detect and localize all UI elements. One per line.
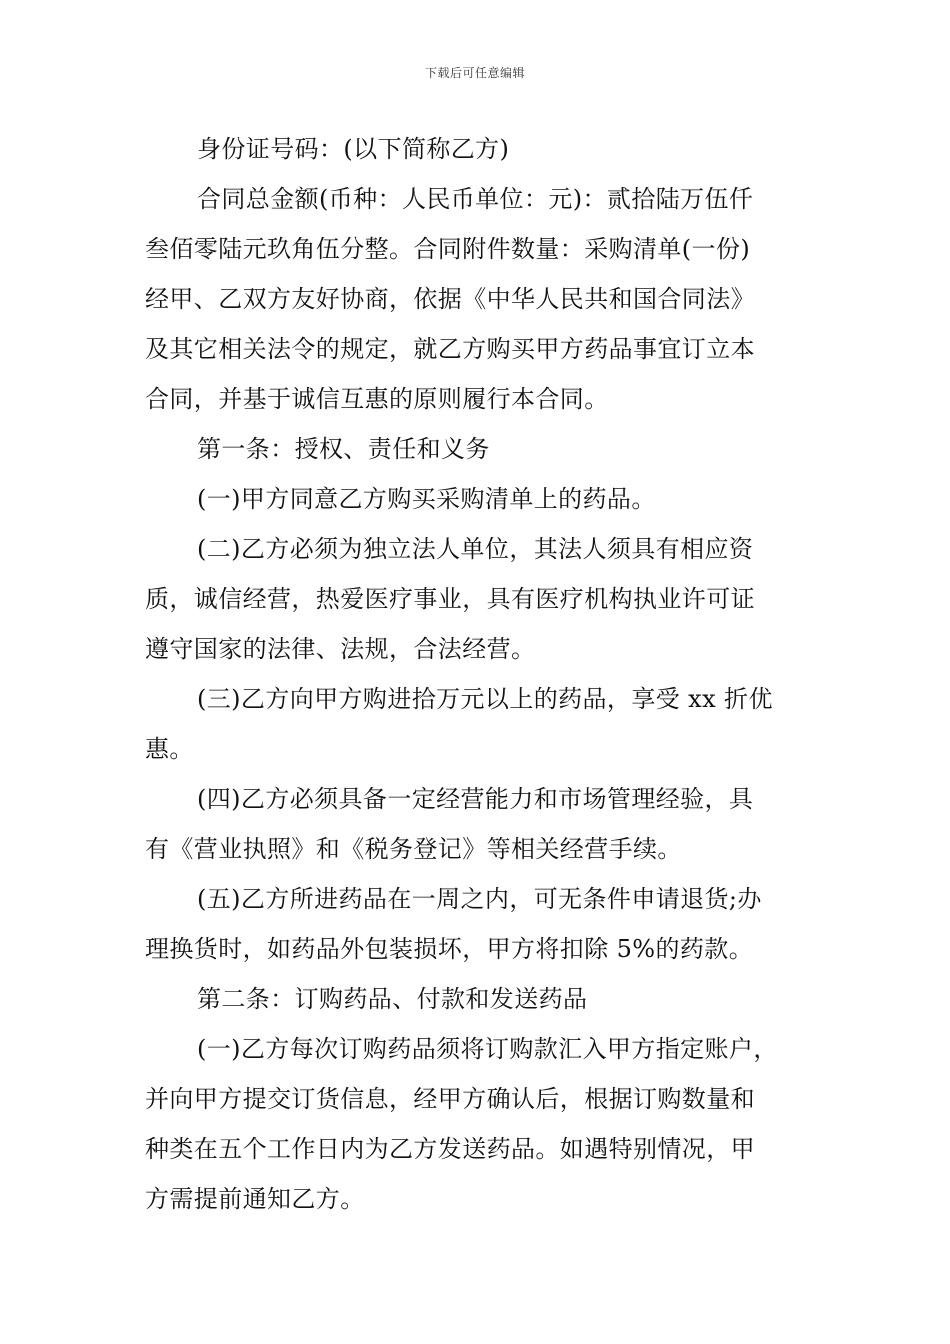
- text-line: 方需提前通知乙方。: [145, 1185, 365, 1213]
- page-header: 下载后可任意编辑: [424, 66, 525, 80]
- text-line: (四)乙方必须具备一定经营能力和市场管理经验，具: [197, 785, 754, 813]
- text-line: 惠。: [145, 735, 194, 763]
- text-line: (二)乙方必须为独立法人单位，其法人须具有相应资: [197, 535, 754, 563]
- text-line: 合同总金额(币种：人民币单位：元)：贰拾陆万伍仟: [197, 185, 754, 213]
- text-line: 理换货时，如药品外包装损坏，甲方将扣除 5%的药款。: [145, 935, 754, 963]
- text-line: (一)乙方每次订购药品须将订购款汇入甲方指定账户，: [197, 1035, 778, 1063]
- text-line: 及其它相关法令的规定，就乙方购买甲方药品事宜订立本: [145, 335, 755, 363]
- text-line: 种类在五个工作日内为乙方发送药品。如遇特别情况，甲: [145, 1135, 755, 1163]
- section-heading: 第二条：订购药品、付款和发送药品: [197, 985, 588, 1013]
- text-line: (三)乙方向甲方购进拾万元以上的药品，享受 xx 折优: [197, 685, 773, 713]
- text-line: 合同，并基于诚信互惠的原则履行本合同。: [145, 385, 609, 413]
- text-line: 并向甲方提交订货信息，经甲方确认后，根据订购数量和: [145, 1085, 755, 1113]
- document-body: [145, 124, 810, 1224]
- text-line: 有《营业执照》和《税务登记》等相关经营手续。: [145, 835, 682, 863]
- text-line: 经甲、乙双方友好协商，依据《中华人民共和国合同法》: [145, 285, 755, 313]
- text-line: (一)甲方同意乙方购买采购清单上的药品。: [197, 485, 656, 513]
- text-line: 身份证号码：(以下简称乙方): [197, 135, 510, 163]
- section-heading: 第一条：授权、责任和义务: [197, 435, 490, 463]
- text-line: 质，诚信经营，热爱医疗事业，具有医疗机构执业许可证: [145, 585, 755, 613]
- text-line: 遵守国家的法律、法规，合法经营。: [145, 635, 536, 663]
- text-line: (五)乙方所进药品在一周之内，可无条件申请退货;办: [197, 885, 762, 913]
- text-line: 叁佰零陆元玖角伍分整。合同附件数量：采购清单(一份): [145, 235, 751, 263]
